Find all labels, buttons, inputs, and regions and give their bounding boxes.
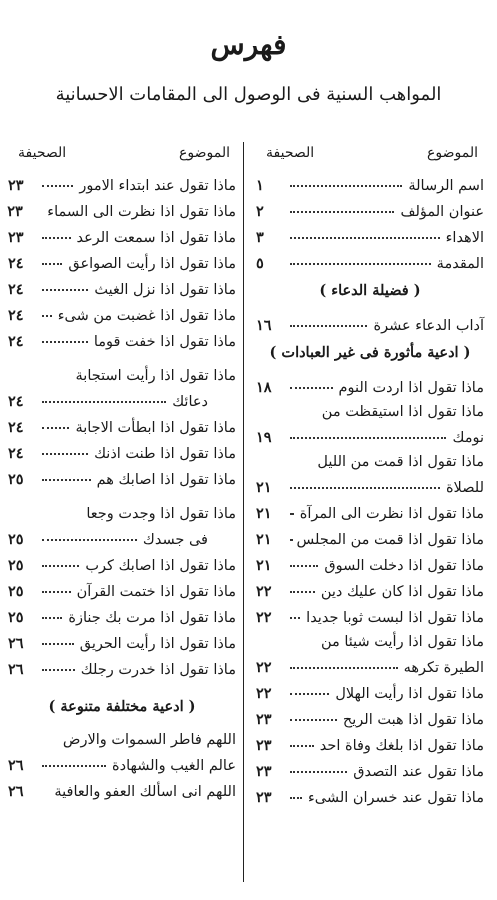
entry-title: المقدمة (436, 256, 484, 272)
toc-entry (8, 436, 236, 462)
section-heading: ( ادعية مختلفة متنوعة ) (48, 697, 196, 715)
toc-entry (256, 600, 484, 626)
dot-leader (290, 387, 333, 389)
toc-entry (8, 168, 236, 194)
entry-page: ٢٣ (8, 177, 24, 194)
toc-entry (256, 308, 484, 334)
entry-title: ماذا تقول اذا اصابك هم (96, 472, 236, 488)
entry-title: ماذا تقول اذا لبست ثوبا جديدا (306, 610, 484, 626)
entry-title: ماذا تقول اذا رأيت الهلال (335, 686, 484, 702)
entry-title: ماذا تقول اذا كان عليك دين (320, 584, 484, 600)
entry-title: ماذا تقول اذا وجدت وجعا (86, 506, 236, 522)
toc-entry (8, 194, 236, 220)
entry-page: ٢٤ (8, 255, 24, 272)
entry-title: ماذا تقول اذا قمت من المجلس (296, 532, 484, 548)
entry-page: ٥ (256, 255, 264, 272)
entry-page: ٢٣ (256, 763, 272, 780)
entry-page: ٢٢ (256, 609, 272, 626)
toc-entry (256, 246, 484, 272)
entry-title: ماذا تقول اذا خفت قوما (93, 334, 236, 350)
entry-page: ٢٣ (8, 229, 24, 246)
dot-leader (42, 263, 62, 265)
toc-entry (8, 462, 236, 488)
entry-title: ماذا تقول اذا بلغك وفاة احد (319, 738, 484, 754)
dot-leader (290, 771, 347, 773)
dot-leader (42, 185, 73, 187)
toc-entry (8, 324, 236, 350)
dot-leader (42, 591, 71, 593)
entry-title: ماذا تقول اذا طنت اذنك (94, 446, 236, 462)
entry-title: اسم الرسالة (408, 178, 484, 194)
entry-title: اللهم فاطر السموات والارض (62, 732, 236, 748)
dot-leader (42, 765, 106, 767)
dot-leader (42, 479, 91, 481)
toc-entry (256, 702, 484, 728)
spacer (8, 350, 236, 360)
entry-list (256, 496, 484, 626)
dot-leader (42, 539, 137, 541)
dot-leader (290, 797, 302, 799)
entry-page: ٢٢ (256, 659, 272, 676)
entry-title: ماذا تقول اذا رأيت شيئا من (320, 634, 484, 650)
entry-title-cont: للصلاة (445, 480, 484, 496)
entry-page: ٢٣ (256, 737, 272, 754)
entry-page: ١ (256, 177, 264, 194)
entry-page: ٢٥ (8, 471, 24, 488)
entry-page: ٢٥ (8, 557, 24, 574)
wrapped-entry (256, 396, 484, 446)
toc-entry (8, 574, 236, 600)
entry-title: ماذا تقول اذا نظرت الى المرآة (299, 506, 484, 522)
dot-leader (290, 539, 291, 541)
entry-title: ماذا تقول اذا اردت النوم (338, 380, 484, 396)
entry-title: ماذا تقول اذا غضبت من شىء (57, 308, 236, 324)
entry-continuation (256, 470, 484, 496)
column-divider (243, 142, 244, 882)
dot-leader (290, 745, 314, 747)
entry-page: ٣ (256, 229, 264, 246)
dot-leader (290, 719, 337, 721)
toc-entry (256, 728, 484, 754)
entry-list (8, 410, 236, 488)
entry-page: ٢٤ (8, 281, 24, 298)
dot-leader (290, 565, 318, 567)
toc-entry (8, 272, 236, 298)
left-column (8, 138, 236, 800)
entry-continuation (256, 650, 484, 676)
dot-leader (290, 325, 367, 327)
dot-leader (290, 185, 402, 187)
spacer (8, 488, 236, 498)
topic-header: الموضوع (179, 145, 230, 161)
entry-title: ماذا تقول اذا استيقظت من (321, 404, 484, 420)
toc-entry (8, 220, 236, 246)
wrapped-entry (8, 498, 236, 548)
entry-page: ٢١ (256, 505, 272, 522)
dot-leader (290, 211, 394, 213)
toc-entry (256, 780, 484, 806)
section-heading: ( فضيلة الدعاء ) (319, 281, 421, 299)
entry-title: ماذا تقول اذا دخلت السوق (324, 558, 484, 574)
dot-leader (290, 437, 446, 439)
entry-page: ١٨ (256, 379, 272, 396)
entry-page: ٢٦ (8, 661, 24, 678)
entry-title: ماذا تقول اذا هبت الريح (342, 712, 484, 728)
entry-page: ٢٢ (256, 685, 272, 702)
entry-page: ٢٤ (8, 445, 24, 462)
entry-title: عالم الغيب والشهادة (112, 758, 236, 774)
wrapped-entry (256, 446, 484, 496)
entry-page: ٢٦ (8, 783, 24, 800)
toc-entry (8, 548, 236, 574)
entry-page: ١٦ (256, 317, 272, 334)
toc-entry (256, 370, 484, 396)
toc-entry (8, 652, 236, 678)
page-header: الصحيفة (18, 145, 67, 161)
toc-entry (8, 410, 236, 436)
toc-entry (256, 168, 484, 194)
entry-page: ٢٣ (7, 203, 23, 220)
dot-leader (42, 289, 88, 291)
toc-entry (256, 496, 484, 522)
entry-title: ماذا تقول اذا خدرت رجلك (80, 662, 236, 678)
entry-title: ماذا تقول اذا نظرت الى السماء (47, 204, 236, 220)
entry-title-cont: فى جسدك (142, 532, 208, 548)
entry-page: ٢٥ (8, 583, 24, 600)
entry-page: ٢١ (256, 479, 272, 496)
dot-leader (42, 401, 166, 403)
entry-title: ماذا تقول عند ابتداء الامور (79, 178, 236, 194)
dot-leader (42, 315, 52, 317)
dot-leader (290, 591, 315, 593)
toc-entry (8, 748, 236, 774)
entry-list (256, 676, 484, 806)
entry-page: ٢ (256, 203, 264, 220)
entry-title: ماذا تقول اذا رأيت الصواعق (68, 256, 236, 272)
toc-entry (256, 676, 484, 702)
entry-title: ماذا تقول اذا مرت بك جنازة (68, 610, 236, 626)
dot-leader (42, 617, 62, 619)
toc-entry (8, 626, 236, 652)
entry-title: ماذا تقول عند خسران الشىء (307, 790, 484, 806)
entry-title: ماذا تقول اذا نزل الغيث (94, 282, 236, 298)
entry-continuation (8, 522, 236, 548)
toc-entry (256, 574, 484, 600)
entry-continuation (256, 420, 484, 446)
toc-entry (8, 774, 236, 800)
entry-page: ٢٤ (8, 419, 24, 436)
dot-leader (290, 263, 431, 265)
page-title: فهرس (210, 28, 287, 61)
entry-page: ٢٤ (8, 333, 24, 350)
entry-page: ٢١ (256, 557, 272, 574)
toc-entry (256, 754, 484, 780)
entry-page: ٢٤ (8, 393, 24, 410)
entry-title: ماذا تقول اذا سمعت الرعد (76, 230, 236, 246)
entry-list (8, 548, 236, 678)
entry-title-cont: دعائك (172, 394, 208, 410)
entry-page: ٢٥ (8, 531, 24, 548)
dot-leader (42, 427, 69, 429)
wrapped-entry (8, 360, 236, 410)
right-column-header (256, 138, 484, 168)
dot-leader (42, 341, 88, 343)
dot-leader (42, 643, 74, 645)
section-heading: ( ادعية مأثورة فى غير العبادات ) (269, 343, 471, 361)
spacer (8, 678, 236, 688)
entry-page: ٢١ (256, 531, 272, 548)
entry-page: ٢٣ (256, 789, 272, 806)
entry-title: ماذا تقول اذا ابطأت الاجابة (75, 420, 236, 436)
entry-title: اللهم انى اسألك العفو والعافية (54, 784, 236, 800)
toc-entry (256, 194, 484, 220)
topic-header: الموضوع (427, 145, 478, 161)
dot-leader (290, 617, 300, 619)
entry-list (256, 370, 484, 396)
entry-title: آداب الدعاء عشرة (373, 318, 484, 334)
entry-continuation (8, 384, 236, 410)
page-header: الصحيفة (266, 145, 315, 161)
toc-entry (8, 246, 236, 272)
entry-title: ماذا تقول اذا رأيت استجابة (75, 368, 236, 384)
toc-entry (256, 220, 484, 246)
toc-entry (8, 298, 236, 324)
dot-leader (290, 513, 294, 515)
dot-leader (42, 237, 71, 239)
entry-page: ٢٣ (256, 711, 272, 728)
dot-leader (42, 669, 75, 671)
entry-title: الاهداء (445, 230, 484, 246)
dot-leader (42, 453, 88, 455)
dot-leader (290, 667, 398, 669)
dot-leader (42, 565, 79, 567)
dot-leader (290, 693, 329, 695)
wrapped-entry (256, 626, 484, 676)
dot-leader (290, 237, 440, 239)
toc-entry (256, 548, 484, 574)
entry-title: ماذا تقول عند التصدق (353, 764, 484, 780)
toc-entry (256, 522, 484, 548)
entry-title: ماذا تقول اذا ختمت القرآن (76, 584, 236, 600)
left-column-header (8, 138, 236, 168)
entry-title: ماذا تقول اذا قمت من الليل (317, 454, 484, 470)
entry-title-cont: نومك (452, 430, 484, 446)
entry-title: ماذا تقول اذا اصابك كرب (85, 558, 236, 574)
dot-leader (290, 487, 440, 489)
entry-page: ١٩ (256, 429, 272, 446)
toc-entry (8, 600, 236, 626)
entry-title: ماذا تقول اذا رأيت الحريق (79, 636, 236, 652)
entry-page: ٢٦ (8, 757, 24, 774)
entry-list (8, 168, 236, 350)
page-subtitle: المواهب السنية فى الوصول الى المقامات الاحسانية (55, 84, 442, 105)
entry-page: ٢٥ (8, 609, 24, 626)
entry-title: عنوان المؤلف (400, 204, 484, 220)
entry-page: ٢٤ (8, 307, 24, 324)
entry-page: ٢٦ (8, 635, 24, 652)
intro-entries (256, 168, 484, 272)
right-column (256, 138, 484, 806)
entry-title-cont: الطيرة تكرهه (403, 660, 484, 676)
entry-page: ٢٢ (256, 583, 272, 600)
